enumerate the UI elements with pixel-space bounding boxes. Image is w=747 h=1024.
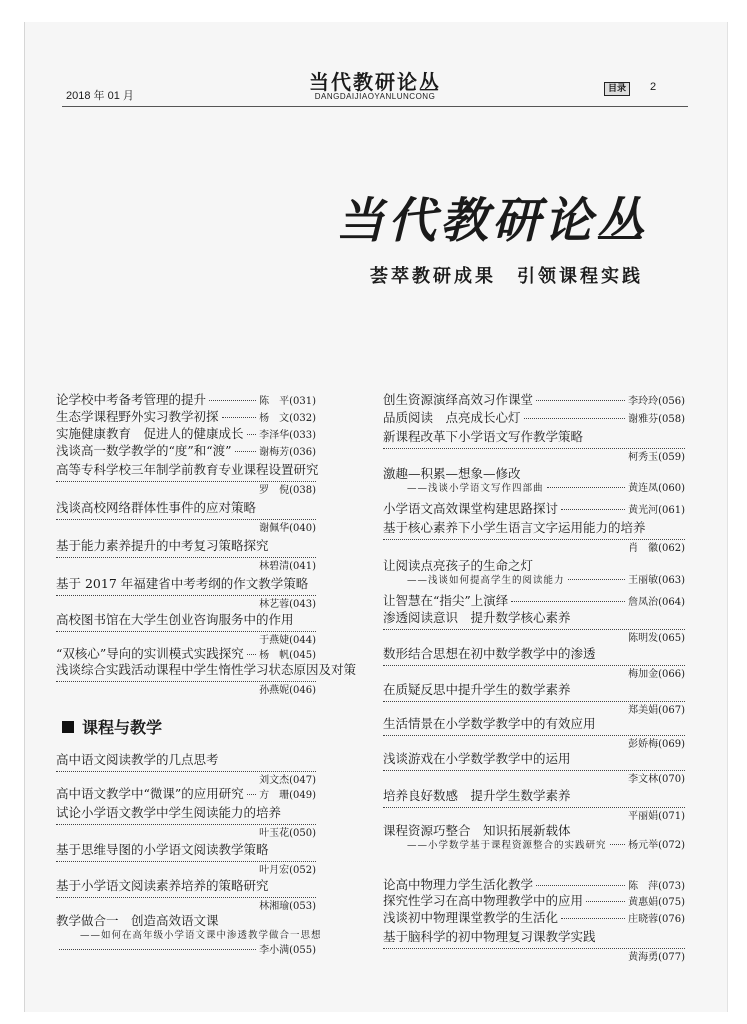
leader-dots xyxy=(511,601,625,602)
toc-entry xyxy=(56,662,357,698)
author-line xyxy=(383,539,685,556)
section-heading xyxy=(62,715,162,738)
toc-entry xyxy=(56,538,316,574)
entry-title: 渗透阅读意识 提升数学核心素养 xyxy=(383,610,571,625)
entry-title: 基于小学语文阅读素养培养的策略研究 xyxy=(56,878,269,893)
toc-entry xyxy=(383,410,685,427)
toc-entry xyxy=(56,842,316,878)
entry-subtitle: ——浅谈如何提高学生的阅读能力 xyxy=(407,575,565,586)
leader-dots xyxy=(536,400,625,401)
toc-entry xyxy=(56,443,316,460)
entry-author: 陈明发(065) xyxy=(628,633,685,644)
leader-dots xyxy=(610,844,626,845)
entry-author: 王丽敏(063) xyxy=(628,575,685,586)
toc-entry xyxy=(383,558,685,588)
entry-title: 浅谈初中物理课堂教学的生活化 xyxy=(383,910,559,925)
entry-title: 浅谈高一数学教学的“度”和“渡” xyxy=(56,443,232,458)
author-line xyxy=(56,681,316,698)
toc-entry xyxy=(56,786,316,803)
masthead-slogan: 荟萃教研成果 引领课程实践 xyxy=(370,266,643,287)
entry-author: 孙燕妮(046) xyxy=(259,685,316,696)
entry-author: 李泽华(033) xyxy=(259,430,316,441)
entry-title: 基于核心素养下小学生语言文字运用能力的培养 xyxy=(383,520,646,535)
leader-dots xyxy=(586,901,625,902)
author-line xyxy=(56,481,316,498)
entry-author: 李文林(070) xyxy=(628,774,685,785)
page-number: 2 xyxy=(650,81,657,93)
section-heading-label: 课程与教学 xyxy=(82,718,163,737)
toc-entry xyxy=(56,392,316,409)
leader-dots xyxy=(547,487,626,488)
toc-entry xyxy=(56,805,316,841)
entry-author: 方 珊(049) xyxy=(259,790,316,801)
entry-author: 詹凤治(064) xyxy=(628,597,685,608)
entry-title: 实施健康教育 促进人的健康成长 xyxy=(56,426,244,441)
entry-subtitle: ——浅谈小学语文写作四部曲 xyxy=(407,483,544,494)
author-line xyxy=(56,557,316,574)
leader-dots xyxy=(222,417,257,418)
entry-title: 基于能力素养提升的中考复习策略探究 xyxy=(56,538,269,553)
toc-entry xyxy=(383,877,685,894)
author-line xyxy=(56,897,316,914)
entry-author: 庄晓蓉(076) xyxy=(628,914,685,925)
entry-author: 平丽娟(071) xyxy=(628,811,685,822)
entry-title: 小学语文高效课堂构建思路探讨 xyxy=(383,501,559,516)
entry-author: 林艺蓉(043) xyxy=(259,599,316,610)
entry-author: 杨 帆(045) xyxy=(259,650,316,661)
toc-entry xyxy=(383,392,685,409)
entry-title: 在质疑反思中提升学生的数学素养 xyxy=(383,682,571,697)
issue-date: 2018 年 01 月 xyxy=(66,90,134,102)
toc-entry xyxy=(56,646,316,663)
entry-title: 浅谈游戏在小学数学教学中的运用 xyxy=(383,751,571,766)
journal-logo: 当代教研论丛 xyxy=(309,70,441,94)
masthead-title: 当代教研论丛 xyxy=(336,193,649,249)
author-line xyxy=(383,948,685,965)
leader-dots xyxy=(247,794,256,795)
entry-author: 杨 文(032) xyxy=(259,413,316,424)
entry-title: 新课程改革下小学语文写作教学策略 xyxy=(383,429,584,444)
entry-author: 黄惠娟(075) xyxy=(628,897,685,908)
toc-entry xyxy=(56,426,316,443)
entry-title: 创生资源演绎高效习作课堂 xyxy=(383,392,534,407)
entry-author: 梅加金(066) xyxy=(628,669,685,680)
author-line xyxy=(56,861,316,878)
entry-author: 罗 倪(038) xyxy=(259,485,316,496)
entry-author: 柯秀玉(059) xyxy=(628,452,685,463)
author-line xyxy=(383,770,685,787)
toc-entry xyxy=(383,893,685,910)
square-bullet-icon xyxy=(62,721,74,733)
toc-entry xyxy=(56,878,316,914)
toc-entry xyxy=(56,913,322,958)
entry-title: 浅谈综合实践活动课程中学生惰性学习状态原因及对策 xyxy=(56,662,357,677)
entry-title: 基于脑科学的初中物理复习课教学实践 xyxy=(383,929,596,944)
entry-title: 论高中物理力学生活化教学 xyxy=(383,877,534,892)
leader-dots xyxy=(59,949,256,950)
toc-entry xyxy=(383,610,685,646)
toc-entry xyxy=(383,520,685,556)
entry-author: 彭娇梅(069) xyxy=(628,739,685,750)
leader-dots xyxy=(561,918,625,919)
toc-entry xyxy=(56,500,316,536)
entry-title: 基于思维导图的小学语文阅读教学策略 xyxy=(56,842,269,857)
entry-author: 肖 徽(062) xyxy=(628,543,685,554)
entry-title: 培养良好数感 提升学生数学素养 xyxy=(383,788,571,803)
toc-entry xyxy=(56,409,316,426)
toc-entry xyxy=(383,682,685,718)
leader-dots xyxy=(536,885,625,886)
toc-entry xyxy=(56,612,316,648)
toc-entry xyxy=(56,462,319,498)
toc-entry xyxy=(383,429,685,465)
entry-title: 探究性学习在高中物理教学中的应用 xyxy=(383,893,584,908)
author-line xyxy=(56,824,316,841)
toc-entry xyxy=(383,501,685,518)
entry-author: 陈 平(031) xyxy=(259,396,316,407)
entry-title: 数形结合思想在初中数学教学中的渗透 xyxy=(383,646,596,661)
entry-title: 生活情景在小学数学教学中的有效应用 xyxy=(383,716,596,731)
entry-title: 高等专科学校三年制学前教育专业课程设置研究 xyxy=(56,462,319,477)
entry-author: 李小满(055) xyxy=(259,945,316,956)
entry-title: 教学做合一 创造高效语文课 xyxy=(56,913,219,928)
entry-title: 生态学课程野外实习教学初探 xyxy=(56,409,219,424)
entry-author: 黄连凤(060) xyxy=(628,483,685,494)
entry-author: 黄光河(061) xyxy=(628,505,685,516)
toc-entry xyxy=(383,466,685,496)
toc-entry xyxy=(383,716,685,752)
entry-title: 试论小学语文教学中学生阅读能力的培养 xyxy=(56,805,282,820)
author-line xyxy=(383,807,685,824)
entry-title: 浅谈高校网络群体性事件的应对策略 xyxy=(56,500,257,515)
toc-entry xyxy=(383,823,685,853)
author-line xyxy=(383,448,685,465)
toc-entry xyxy=(383,910,685,927)
entry-author: 郑美娟(067) xyxy=(628,705,685,716)
entry-author: 于燕婕(044) xyxy=(259,635,316,646)
leader-dots xyxy=(235,451,257,452)
toc-entry xyxy=(56,752,316,788)
toc-entry xyxy=(383,751,685,787)
contents-tag: 目录 xyxy=(604,82,630,96)
entry-author: 刘文杰(047) xyxy=(259,775,316,786)
leader-dots xyxy=(561,509,625,510)
entry-title: 让智慧在“指尖”上演绎 xyxy=(383,593,509,608)
toc-entry xyxy=(383,593,685,610)
author-line xyxy=(56,519,316,536)
entry-title: 论学校中考备考管理的提升 xyxy=(56,392,207,407)
entry-title: 高中语文教学中“微课”的应用研究 xyxy=(56,786,244,801)
entry-subtitle: ——小学数学基于课程资源整合的实践研究 xyxy=(407,840,607,851)
toc-entry xyxy=(383,929,685,965)
author-line xyxy=(383,665,685,682)
entry-title: 课程资源巧整合 知识拓展新载体 xyxy=(383,823,571,838)
entry-title: 基于 2017 年福建省中考考纲的作文教学策略 xyxy=(56,576,309,591)
toc-entry xyxy=(383,788,685,824)
author-line xyxy=(56,595,316,612)
entry-author: 谢梅芳(036) xyxy=(259,447,316,458)
entry-author: 黄海勇(077) xyxy=(628,952,685,963)
entry-author: 林湘瑜(053) xyxy=(259,901,316,912)
entry-author: 谢雅芬(058) xyxy=(628,414,685,425)
entry-author: 叶月宏(052) xyxy=(259,865,316,876)
leader-dots xyxy=(247,434,257,435)
journal-pinyin: DANGDAIJIAOYANLUNCONG xyxy=(314,92,436,101)
entry-title: 高中语文阅读教学的几点思考 xyxy=(56,752,219,767)
leader-dots xyxy=(209,400,256,401)
toc-entry xyxy=(383,646,685,682)
author-line xyxy=(383,735,685,752)
entry-title: 激趣—积累—想象—修改 xyxy=(383,466,521,481)
entry-author: 陈 萍(073) xyxy=(628,881,685,892)
leader-dots xyxy=(568,579,626,580)
entry-author: 李玲玲(056) xyxy=(628,396,685,407)
toc-entry xyxy=(56,576,316,612)
entry-author: 叶玉花(050) xyxy=(259,828,316,839)
entry-author: 杨元举(072) xyxy=(628,840,685,851)
entry-title: 让阅读点亮孩子的生命之灯 xyxy=(383,558,534,573)
author-line xyxy=(383,629,685,646)
entry-title: 高校图书馆在大学生创业咨询服务中的作用 xyxy=(56,612,294,627)
leader-dots xyxy=(524,418,626,419)
entry-title: “双核心”导向的实训模式实践探究 xyxy=(56,646,244,661)
entry-author: 谢佩华(040) xyxy=(259,523,316,534)
leader-dots xyxy=(247,654,256,655)
entry-title: 品质阅读 点亮成长心灯 xyxy=(383,410,521,425)
header-rule xyxy=(62,106,688,107)
entry-subtitle: ——如何在高年级小学语文课中渗透教学做合一思想 xyxy=(80,930,322,941)
entry-author: 林碧清(041) xyxy=(259,561,316,572)
